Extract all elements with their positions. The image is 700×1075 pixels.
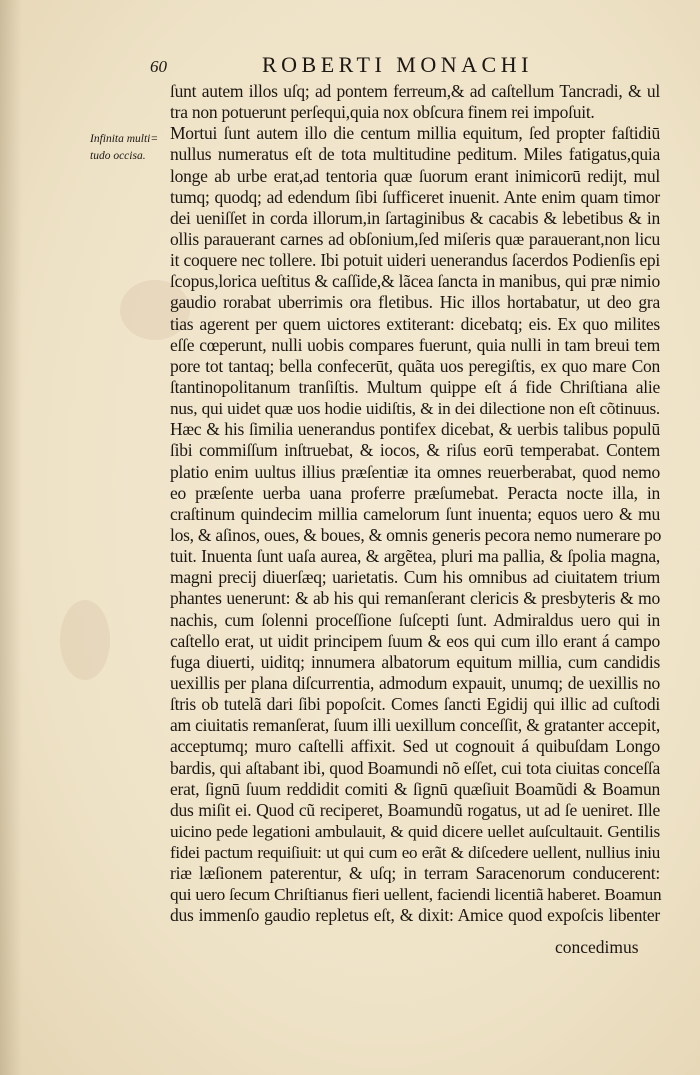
- catchword: concedimus: [555, 937, 639, 957]
- text-line: riæ læſionem paterentur, & uſq; in terram Saracenorum conducerent:: [170, 863, 660, 884]
- text-line: ollis parauerant carnes ad obſonium,ſed miſeris quæ parauerant,non licu: [170, 228, 660, 249]
- page-number: 60: [150, 57, 167, 76]
- text-line: eo præſente uerba uana proferre præſumebat. Peracta nocte illa, in: [170, 482, 660, 503]
- marginal-note: [90, 131, 170, 165]
- text-line: dus miſit ei. Quod cũ reciperet, Boamundũ rogatus, ut ad ſe ueniret. Ille: [170, 799, 660, 820]
- text-line: los, & aſinos, oues, & boues, & omnis generis pecora nemo numerare po: [170, 524, 662, 545]
- text-line: magni precij diuerſæq; uarietatis. Cum his omnibus ad ciuitatem trium: [170, 567, 660, 588]
- text-line: bardis, qui aſtabant ibi, quod Boamundi nõ eſſet, cui tota ciuitas conceſſa: [170, 757, 660, 778]
- paper-stain: [60, 600, 110, 680]
- text-line: gaudio rorabat uberrimis ora fletibus. Hic illos hortabatur, ut deo gra: [170, 292, 660, 313]
- text-line: ſunt autem illos uſq; ad pontem ferreum,& ad caſtellum Tancradi, & ul: [170, 81, 660, 101]
- gutter-shadow: [0, 0, 22, 1075]
- text-line: qui uero ſecum Chriſtianus fieri uellent, faciendi licentiã haberet. Boamun: [170, 885, 662, 905]
- running-head: ROBERTI MONACHI: [262, 52, 533, 77]
- text-line: phantes uenerunt: & ab his qui remanſerant clericis & presbyteris & mo: [170, 588, 660, 609]
- text-line: eſſe cœperunt, nulli uobis compares fuerunt, quia nulli in tam breui tem: [170, 334, 660, 355]
- marginal-note-line: tudo occisa.: [90, 150, 146, 162]
- text-line: tumq; quodq; ad edendum ſibi ſufficeret inuenit. Ante enim quam timor: [170, 186, 660, 207]
- text-line: uicino pede legationi ambulauit, & quid dicere uellet auſcultauit. Gentilis: [170, 821, 660, 841]
- text-line: ſtantinopolitanum tranſiſtis. Multum quippe eſt á fide Chriſtiana alie: [170, 376, 660, 397]
- text-line: uexillis per plana diſcurrentia, admodum expauit, unumq; de uexillis no: [170, 672, 660, 693]
- text-line: dus immenſo gaudio repletus eſt, & dixit: Amice quod expoſcis libenter: [170, 905, 660, 926]
- text-line: longe ab urbe erat,ad tentoria quæ ſuorum erant inimicorū redijt, mul: [170, 165, 660, 186]
- text-line: pore tot tantaq; bella confecerūt, quãta uos peregiſtis, ex quo mare Con: [170, 355, 660, 376]
- text-line: fidei pactum requiſiuit: ut qui cum eo erãt & diſcedere uellent, nullius iniu: [170, 843, 660, 863]
- text-line: am ciuitatis remanſerat, ſuum illi uexillum conceſſit, & gratanter accepit,: [170, 715, 660, 736]
- body-text: [170, 81, 660, 927]
- text-line: caſtello erat, ut uidit principem ſuum & eos qui cum illo erant á campo: [170, 630, 660, 651]
- text-line: erat, ſignū ſuum reddidit comiti & ſignū quæſiuit Boamũdi & Boamun: [170, 778, 660, 799]
- text-line: nachis, cum ſolenni proceſſione ſuſcepti ſunt. Admiraldus uero qui in: [170, 609, 660, 630]
- text-line: Mortui ſunt autem illo die centum millia equitum, ſed propter faſtidiū: [170, 123, 660, 144]
- text-line: ſtris ob tutelã dari ſibi popoſcit. Comes ſancti Egidij qui illic ad cuſtodi: [170, 694, 660, 715]
- text-line: dei ueniſſet in corda illorum,in ſartaginibus & cacabis & lebetibus & in: [170, 207, 660, 228]
- text-line: Hæc & his ſimilia uenerandus pontifex dicebat, & uerbis talibus populū: [170, 419, 660, 440]
- text-line: ſcopus,lorica ueſtitus & caſſide,& lãcea ſancta in manibus, qui præ nimio: [170, 271, 660, 292]
- marginal-note-line: Infinita multi=: [90, 133, 159, 145]
- text-line: nus, qui uidet quæ uos hodie uidiſtis, & in dei dilectione non eſt cõtinuus.: [170, 399, 660, 419]
- text-line: tra non potuerunt perſequi,quia nox obſcura finem rei impoſuit.: [170, 102, 595, 123]
- text-line: tuit. Inuenta ſunt uaſa aurea, & argẽtea, pluri ma pallia, & ſpolia magna,: [170, 546, 660, 567]
- text-line: it coquere nec tollere. Ibi potuit uideri uenerandus ſacerdos Podienſis epi: [170, 250, 660, 271]
- text-line: platio enim uultus illius præſentiæ ita omnes reuerberabat, quod nemo: [170, 461, 660, 482]
- text-line: craſtinum quindecim millia camelorum ſunt inuenta; equos uero & mu: [170, 503, 660, 524]
- text-line: acceptumq; muro caſtelli affixit. Sed ut cognouit á quibuſdam Longo: [170, 736, 660, 757]
- text-line: tias agerent per quem uictores extiterant: dicebatq; eis. Ex quo milites: [170, 313, 660, 334]
- text-line: fuga diuerti, uiditq; innumera albatorum equitum millia, cum candidis: [170, 651, 660, 672]
- text-line: ſibi commiſſum inſtruebat, & iocos, & riſus eorū temperabat. Contem: [170, 440, 660, 461]
- text-line: nullus numeratus eſt de tota multitudine peditum. Miles fatigatus,quia: [170, 144, 660, 165]
